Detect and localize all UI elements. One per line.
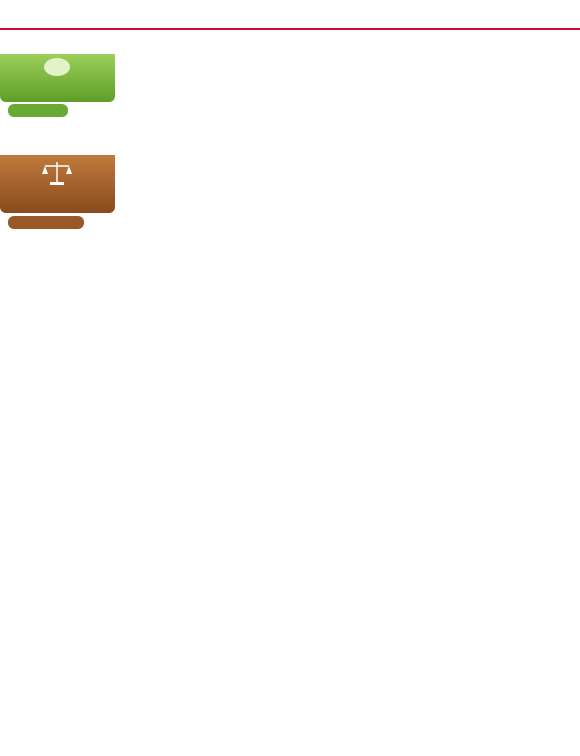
convocatoria-computer-plus <box>2 372 115 438</box>
page-header <box>0 0 580 30</box>
phone-icon <box>44 58 70 76</box>
otros-pill <box>8 104 68 117</box>
column-4 <box>350 33 462 337</box>
servicios-header <box>0 54 115 102</box>
judiciales-header <box>0 155 115 213</box>
column-3 <box>234 33 346 337</box>
scales-icon <box>40 160 74 186</box>
convocatoria-apam <box>2 232 115 370</box>
column-2 <box>118 33 230 437</box>
otros-ad <box>2 118 115 154</box>
asambleas-pill <box>8 216 84 229</box>
